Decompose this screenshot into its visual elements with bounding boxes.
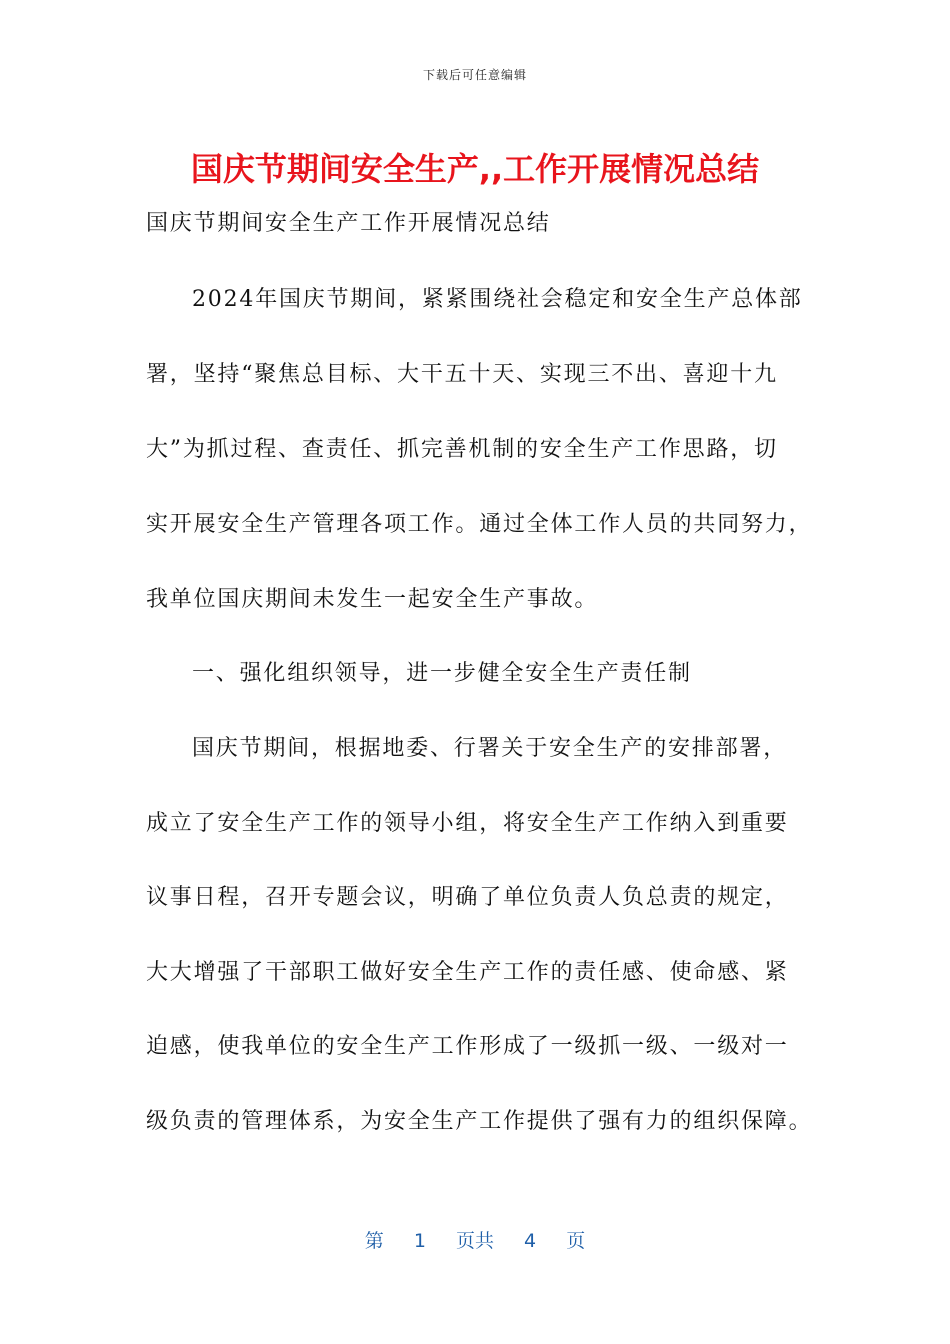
paragraph-line: 议事日程，召开专题会议，明确了单位负责人负总责的规定， xyxy=(146,885,789,910)
paragraph-line: 国庆节期间，根据地委、行署关于安全生产的安排部署， xyxy=(192,736,788,761)
paragraph-line: 2024年国庆节期间，紧紧围绕社会稳定和安全生产总体部 xyxy=(192,287,803,312)
current-page-number: 1 xyxy=(413,1230,426,1252)
paragraph-line: 迫感，使我单位的安全生产工作形成了一级抓一级、一级对一 xyxy=(146,1034,789,1059)
page-number-footer xyxy=(0,1226,950,1253)
paragraph-line: 级负责的管理体系，为安全生产工作提供了强有力的组织保障。 xyxy=(146,1109,813,1134)
paragraph-line: 实开展安全生产管理各项工作。通过全体工作人员的共同努力， xyxy=(146,512,813,537)
paragraph-line: 大”为抓过程、查责任、抓完善机制的安全生产工作思路，切 xyxy=(146,437,778,462)
total-pages-number: 4 xyxy=(524,1230,537,1252)
paragraph-line: 大大增强了干部职工做好安全生产工作的责任感、使命感、紧 xyxy=(146,960,789,985)
header-note: 下载后可任意编辑 xyxy=(422,68,527,82)
document-subtitle: 国庆节期间安全生产工作开展情况总结 xyxy=(146,211,551,236)
page-suffix: 页 xyxy=(566,1230,586,1252)
page-mid-label: 页共 xyxy=(455,1230,494,1252)
paragraph-line: 我单位国庆期间未发生一起安全生产事故。 xyxy=(146,587,599,612)
paragraph-line: 成立了安全生产工作的领导小组，将安全生产工作纳入到重要 xyxy=(146,811,789,836)
section-heading: 一、强化组织领导，进一步健全安全生产责任制 xyxy=(192,661,692,686)
paragraph-line: 署，坚持“聚焦总目标、大干五十天、实现三不出、喜迎十九 xyxy=(146,362,778,387)
page-prefix: 第 xyxy=(364,1230,384,1252)
document-title: 国庆节期间安全生产,,工作开展情况总结 xyxy=(190,150,760,188)
